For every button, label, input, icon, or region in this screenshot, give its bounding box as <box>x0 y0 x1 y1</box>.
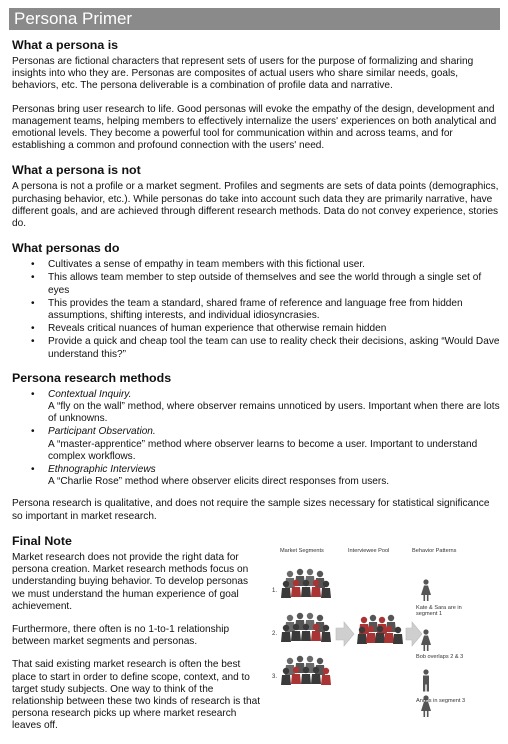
pattern-note-1: Kate & Sara are in segment 1 <box>416 604 462 618</box>
method-desc: A “master-apprentice” method where observer learns to become a user. Important to understand complex workflows. <box>48 438 478 462</box>
method-title: Contextual Inquiry. <box>48 388 132 400</box>
diagram-graphic <box>272 548 502 718</box>
paragraph-what-is-2: Personas bring user research to life. Good personas will evoke the empathy of the design, development and management teams, helping members to effectively internalize the users' experiences on both analytical and emotional levels. They become a powerful tool for communication within and across teams, and for establishing a common and profound connection with the users' need. <box>12 103 497 152</box>
final-note-text <box>12 552 262 733</box>
behavior-pattern-3 <box>423 669 429 691</box>
page-title: Persona Primer <box>14 9 133 28</box>
paragraph-final-2: Furthermore, there often is no 1-to-1 relationship between market segments and personas. <box>12 623 230 648</box>
list-item <box>12 426 500 463</box>
heading-methods: Persona research methods <box>12 370 172 385</box>
segment-group-3 <box>281 656 331 685</box>
arrow-to-patterns <box>406 622 422 646</box>
arrow-to-pool <box>336 622 354 646</box>
method-title: Ethnographic Interviews <box>48 464 156 476</box>
list-methods <box>12 389 500 489</box>
list-item: • This provides the team a standard, shared frame of reference and language free from hidden assumptions, shifting interests, and individual idiosyncrasies. <box>12 298 500 322</box>
row-number-1: 1. <box>272 587 278 594</box>
list-item: • Provide a quick and cheap tool the team can use to reality check their decisions, asking “Would Dave understand this?” <box>12 336 500 360</box>
method-desc: A “fly on the wall” method, where observer remains unnoticed by users. Important when there are lots of unknowns. <box>48 401 500 425</box>
heading-what-do: What personas do <box>12 241 120 256</box>
document-body <box>12 38 500 744</box>
segments-diagram <box>272 548 502 718</box>
heading-final: Final Note <box>12 533 72 548</box>
heading-what-not: What a persona is not <box>12 163 141 178</box>
behavior-pattern-1 <box>421 579 431 601</box>
method-desc: A “Charlie Rose” method where observer elicits direct responses from users. <box>48 476 390 488</box>
behavior-pattern-2 <box>421 629 431 651</box>
paragraph-final-3: That said existing market research is often the best place to start in order to define scope, context, and to target study subjects. One way to think of the relationship between these two kinds of research is that persona research picks up where market research leaves off. <box>12 659 260 732</box>
list-item: • Reveals critical nuances of human experience that otherwise remain hidden <box>12 323 500 335</box>
list-item <box>12 464 500 488</box>
heading-what-is: What a persona is <box>12 38 119 52</box>
list-item <box>12 389 500 426</box>
column-label-patterns: Behavior Patterns <box>412 547 457 554</box>
column-label-segments: Market Segments <box>280 547 324 554</box>
paragraph-final-1: Market research does not provide the right data for persona creation. Market research methods focus on understanding buying behavior. To develop personas we must understand the human experience of goal achievement. <box>12 551 249 612</box>
segment-group-2 <box>281 613 331 642</box>
segment-group-1 <box>281 569 331 598</box>
pattern-note-3: Ann is in segment 3 <box>416 697 466 704</box>
row-number-3: 3. <box>272 673 278 680</box>
method-title: Participant Observation. <box>48 426 156 438</box>
pattern-note-2: Bob overlaps 2 & 3 <box>416 653 464 660</box>
list-what-do <box>12 259 500 361</box>
list-item: • Cultivates a sense of empathy in team members with this fictional user. <box>12 259 500 271</box>
paragraph-methods-after: Persona research is qualitative, and does not require the sample sizes necessary for statistical significance so important in market research. <box>12 498 490 522</box>
interviewee-pool <box>357 615 403 644</box>
paragraph-what-not: A persona is not a profile or a market segment. Profiles and segments are sets of data points (demographics, purchasing behavior, etc.). While personas do take into account such data they are primarily narrative, have different goals, and are achieved through different research methods. Data do not convey experience, stories do. <box>12 181 499 230</box>
title-bar <box>9 8 500 30</box>
final-note-section <box>12 534 500 733</box>
column-label-pool: Interviewee Pool <box>348 547 390 554</box>
row-number-2: 2. <box>272 630 278 637</box>
list-item: • This allows team member to step outside of themselves and see the world through a single set of eyes <box>12 272 500 296</box>
paragraph-what-is-1: Personas are fictional characters that represent sets of users for the purpose of formalizing and sharing insights into who they are. Personas are composites of actual users who share similar needs, goals, behaviors, etc. The persona deliverable is a combination of profile data and narrative. <box>12 56 474 92</box>
